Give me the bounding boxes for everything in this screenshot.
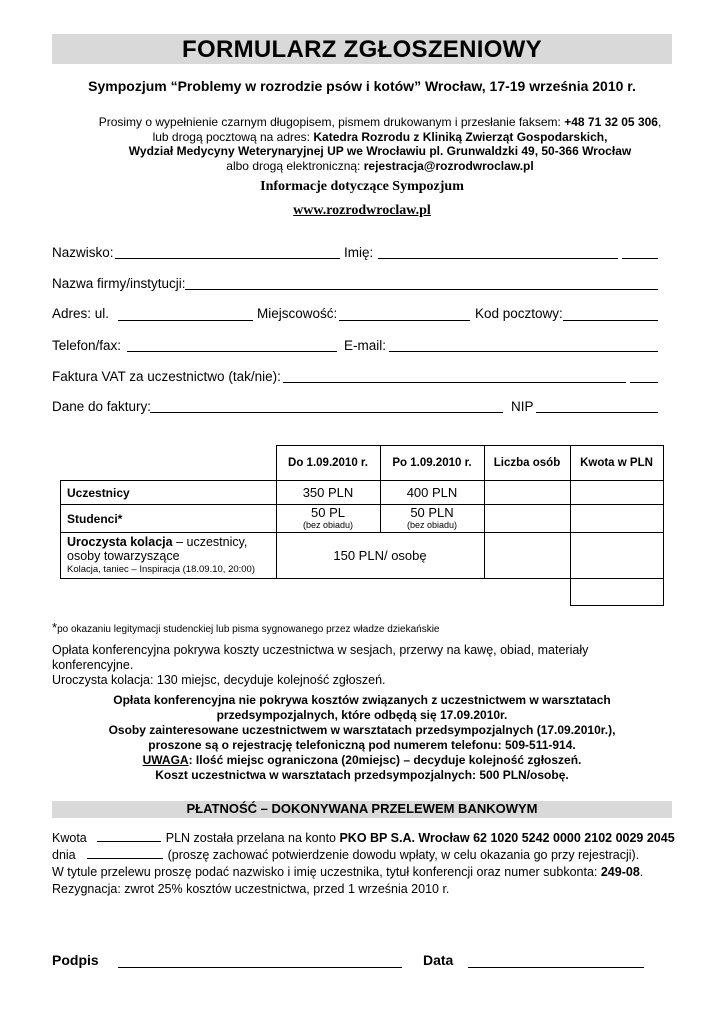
row-kolacja: Uroczysta kolacja – uczestnicy, osoby towarzyszące Kolacja, taniec – Inspiracja (18.09.10, 20:00) 150 PLN/ osobę	[61, 533, 664, 579]
header-count: Liczba osób	[484, 446, 570, 481]
label-telefon: Telefon/fax:	[52, 338, 122, 353]
faktura-field[interactable]	[283, 382, 626, 383]
faktura-field-extra[interactable]	[630, 382, 658, 383]
fax-number: +48 71 32 05 306	[564, 115, 658, 129]
address-line1: Katedra Rozrodu z Kliniką Zwierząt Gospodarskich,	[313, 129, 608, 144]
count-cell[interactable]	[484, 481, 570, 505]
row-label: Studenci*	[61, 505, 277, 533]
dane-field[interactable]	[150, 412, 503, 413]
address-line2: Wydział Medycyny Weterynaryjnej UP we Wrocławiu pl. Grunwaldzki 49, 50-366 Wrocław	[128, 144, 632, 158]
total-cell[interactable]	[570, 579, 663, 606]
podpis-field[interactable]	[118, 967, 402, 968]
nazwisko-field[interactable]	[115, 258, 340, 259]
kod-field[interactable]	[563, 320, 658, 321]
fees-table	[60, 445, 664, 606]
dnia-field[interactable]	[87, 858, 163, 859]
price-note: (bez obiadu)	[406, 519, 458, 530]
row-label: Uczestnicy	[61, 481, 277, 505]
label-faktura: Faktura VAT za uczestnictwo (tak/nie):	[52, 369, 281, 384]
workshop-info: Opłata konferencyjna nie pokrywa kosztów związanych z uczestnictwem w warsztatach przedsympozjalnych, które odbędą się 17.09.2010r. Osoby zainteresowane uczestnictwem w warsztatach przedsympozjalnych (17.09.2010r.), proszone są o rejestrację telefoniczną pod numerem telefonu: 509-511-914. UWAGA: Ilość miejsc ograniczona (20miejsc) – decyduje kolejność zgłoszeń. Koszt uczestnictwa w warsztatach przedsympozjalnych: 500 PLN/osobę.	[108, 693, 616, 782]
label-firma: Nazwa firmy/instytucji:	[52, 276, 186, 291]
bank-account: PKO BP S.A. Wrocław 62 1020 5242 0000 2102 0029 2045	[339, 831, 675, 845]
amount-cell[interactable]	[570, 533, 663, 579]
label-nip: NIP	[511, 399, 534, 414]
price-note: (bez obiadu)	[302, 519, 354, 530]
email-address[interactable]: rejestracja@rozrodwroclaw.pl	[363, 158, 534, 173]
count-cell[interactable]	[484, 505, 570, 533]
payment-title: PŁATNOŚĆ – DOKONYWANA PRZELEWEM BANKOWYM	[186, 801, 538, 816]
info-heading: Informacje dotyczące Sympozjum	[260, 179, 464, 194]
price-after: 400 PLN	[380, 481, 484, 505]
header-before: Do 1.09.2010 r.	[276, 446, 380, 481]
label-imie: Imię:	[344, 245, 374, 260]
row-studenci	[61, 505, 664, 533]
email-field[interactable]	[389, 351, 658, 352]
subaccount: 249-08	[600, 865, 640, 879]
label-email: E-mail:	[344, 338, 387, 353]
intro-text: Prosimy o wypełnienie czarnym długopisem, pismem drukowanym i przesłanie faksem: +48 71 32 05 306, lub drogą pocztową na adres: Katedra Rozrodu z Kliniką Zwierząt Gospodarskich, Wydział Medycyny Weterynaryjnej UP we Wrocławiu pl. Grunwaldzki 49, 50-366 Wrocław albo drogą elektroniczną: rejestracja@rozrodwroclaw.pl	[98, 115, 662, 173]
miejscowosc-field[interactable]	[339, 320, 470, 321]
subtitle: Sympozjum “Problemy w rozrodzie psów i kotów” Wrocław, 17-19 września 2010 r.	[88, 78, 636, 94]
imie-field-extra[interactable]	[622, 258, 658, 259]
price-kolacja: 150 PLN/ osobę	[276, 533, 484, 579]
label-dane: Dane do faktury:	[52, 399, 152, 414]
firma-field[interactable]	[185, 289, 658, 290]
kolacja-details: Kolacja, taniec – Inspiracja (18.09.10, 20:00)	[67, 563, 256, 575]
footnote: *po okazaniu legitymacji studenckiej lub pisma sygnowanego przez władze dziekańskie	[52, 620, 440, 635]
price-before: 350 PLN	[276, 481, 380, 505]
label-adres: Adres: ul.	[52, 306, 110, 321]
count-cell[interactable]	[484, 533, 570, 579]
price-after: 50 PLN	[410, 504, 454, 520]
label-miejscowosc: Miejscowość:	[257, 306, 338, 321]
row-uczestnicy	[61, 481, 664, 505]
kwota-field[interactable]	[97, 841, 161, 842]
page-title: FORMULARZ ZGŁOSZENIOWY	[182, 36, 542, 63]
adres-field[interactable]	[118, 320, 253, 321]
price-before: 50 PL	[311, 504, 345, 520]
imie-field[interactable]	[378, 258, 618, 259]
label-podpis: Podpis	[52, 952, 99, 968]
header-amount: Kwota w PLN	[570, 446, 663, 481]
label-nazwisko: Nazwisko:	[52, 245, 114, 260]
telefon-field[interactable]	[127, 351, 337, 352]
header-after: Po 1.09.2010 r.	[380, 446, 484, 481]
payment-info: Kwota PLN została przelana na konto PKO BP S.A. Wrocław 62 1020 5242 0000 2102 0029 2045 dnia (proszę zachować potwierdzenie dowodu wpłaty, w celu okazania go przy rejestracji). W tytule przelewu proszę podać nazwisko i imię uczestnika, tytuł konferencji oraz numer subkonta: 249-08. Rezygnacja: zwrot 25% kosztów uczestnictwa, przed 1 września 2010 r.	[52, 831, 675, 896]
row-label: Uroczysta kolacja	[67, 534, 173, 549]
nip-field[interactable]	[536, 412, 658, 413]
label-data: Data	[423, 952, 454, 968]
amount-cell[interactable]	[570, 505, 663, 533]
fee-info: Opłata konferencyjna pokrywa koszty uczestnictwa w sesjach, przerwy na kawę, obiad, materiały konferencyjne. Uroczysta kolacja: 130 miejsc, decyduje kolejność zgłoszeń.	[52, 643, 589, 687]
label-kod: Kod pocztowy:	[475, 306, 563, 321]
data-field[interactable]	[468, 967, 644, 968]
website-link[interactable]: www.rozrodwroclaw.pl	[293, 203, 431, 218]
amount-cell[interactable]	[570, 481, 663, 505]
